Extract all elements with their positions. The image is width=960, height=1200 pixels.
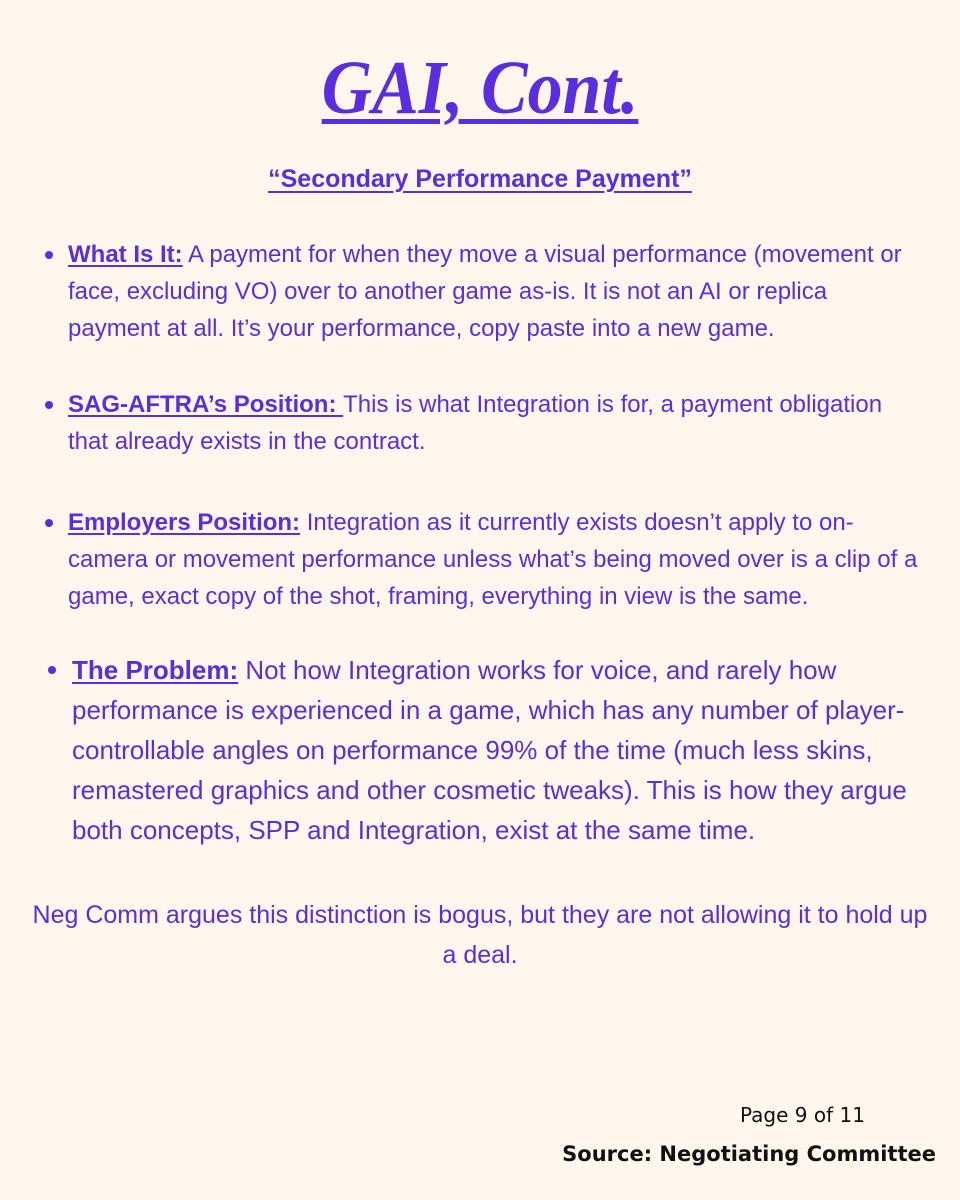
bullet-label: SAG-AFTRA’s Position:	[68, 391, 344, 418]
bullet-dot-icon	[45, 401, 53, 409]
bullet-label: Employers Position:	[68, 509, 301, 536]
bullet-text: Not how Integration works for voice, and rarely how performance is experienced in a game, which has any number of player-controllable angles on performance 99% of the time (much less skins, remastered graphics and other cosmetic tweaks). This is how they argue both concepts, SPP and Integration, exist at the same time.	[72, 655, 907, 845]
page-number: Page 9 of 11	[740, 1103, 865, 1127]
bullet-text: Integration as it currently exists doesn’t apply to on-camera or movement performance unless what’s being moved over is a clip of a game, exact copy of the shot, framing, everything in view is the same.	[68, 509, 918, 610]
section-subtitle: “Secondary Performance Payment”	[268, 165, 692, 193]
bullet-dot-icon	[48, 666, 56, 674]
page-title: GAI, Cont.	[321, 46, 639, 130]
bullet-label: What Is It:	[68, 241, 183, 268]
bullet-item-sag-aftra-position	[68, 386, 918, 460]
bullet-text: This is what Integration is for, a payment obligation that already exists in the contract.	[68, 391, 883, 455]
closing-statement: Neg Comm argues this distinction is bogus, but they are not allowing it to hold up a deal.	[32, 901, 928, 969]
bullet-item-employers-position	[68, 504, 918, 615]
bullet-item-the-problem	[72, 650, 932, 850]
bullet-dot-icon	[45, 519, 53, 527]
bullet-item-what-is-it	[68, 236, 918, 347]
bullet-label: The Problem:	[72, 655, 239, 685]
bullet-dot-icon	[45, 251, 53, 259]
bullet-text: A payment for when they move a visual performance (movement or face, excluding VO) over to another game as-is. It is not an AI or replica payment at all. It’s your performance, copy paste into a new game.	[68, 241, 902, 342]
source-credit: Source: Negotiating Committee	[562, 1142, 936, 1166]
